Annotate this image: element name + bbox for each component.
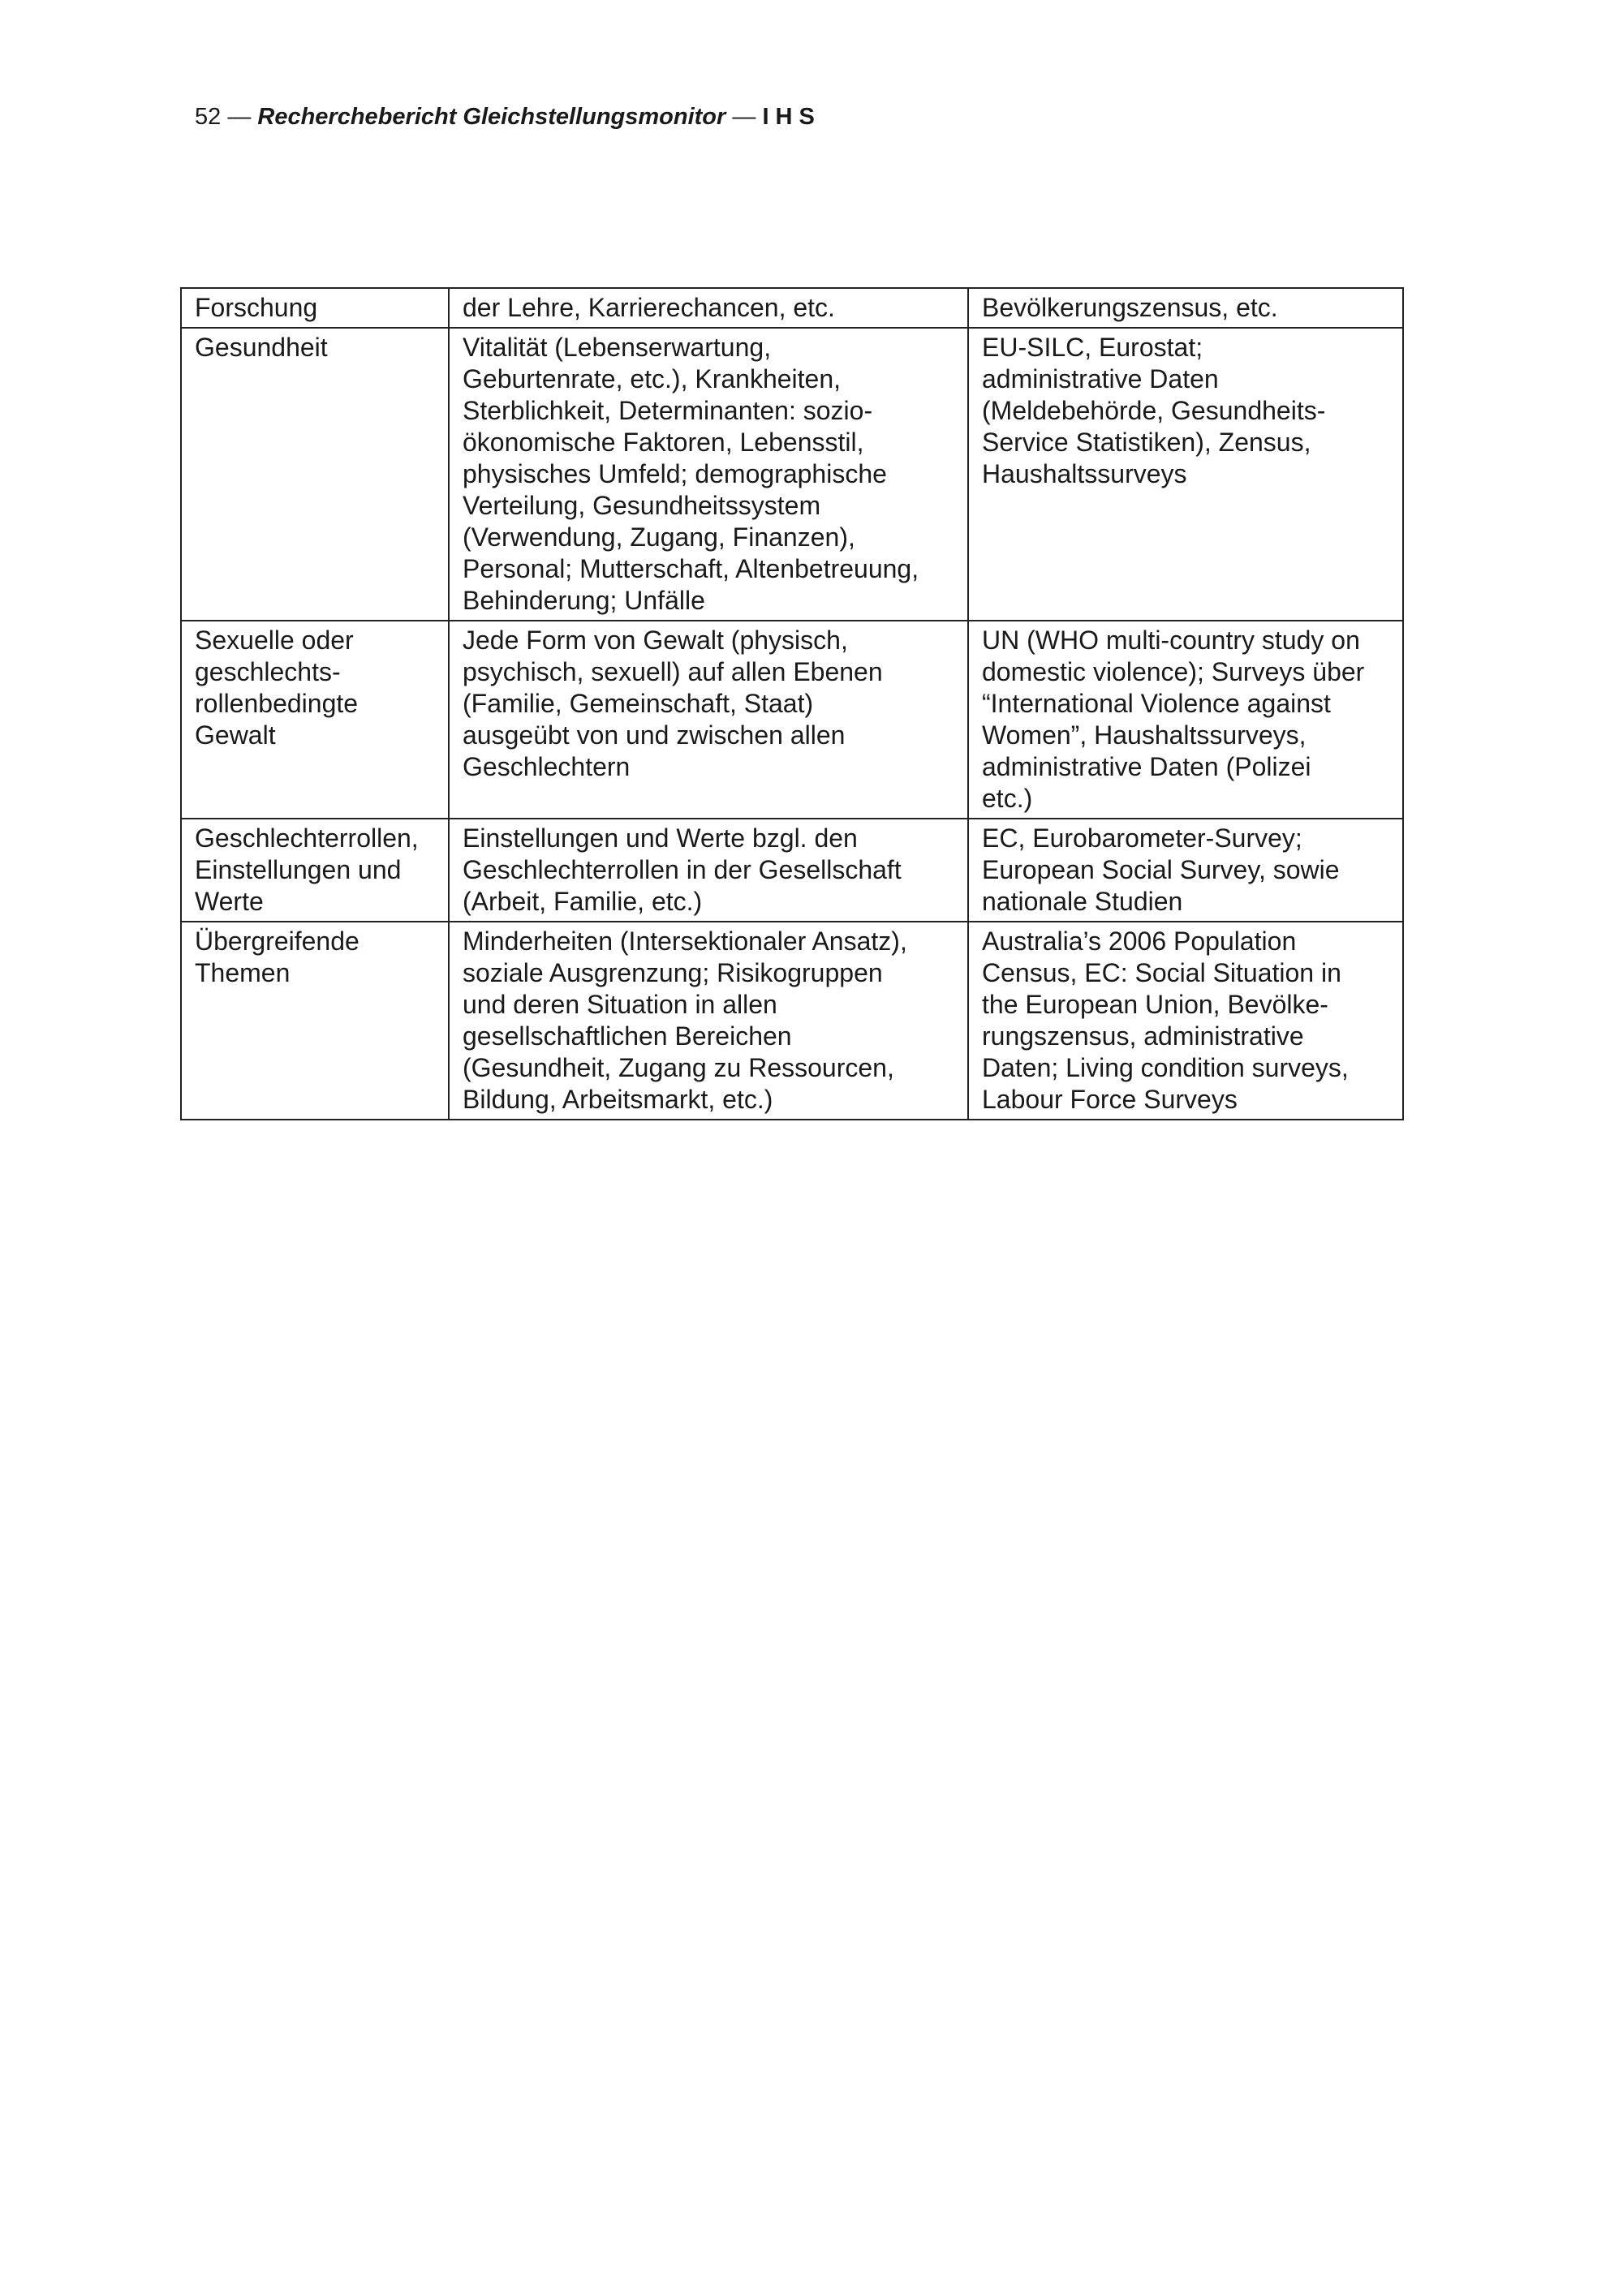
cell-line: Geschlechterrollen,	[195, 823, 419, 853]
topic-cell	[181, 328, 449, 621]
cell-line: Census, EC: Social Situation in	[982, 958, 1341, 987]
cell-line: (Familie, Gemeinschaft, Staat)	[463, 689, 814, 718]
content-cell	[449, 328, 968, 621]
organization-name: I H S	[762, 104, 815, 130]
sources-cell	[968, 922, 1403, 1120]
cell-line: Einstellungen und Werte bzgl. den	[463, 823, 858, 853]
sources-cell	[968, 621, 1403, 819]
header-separator: —	[725, 104, 763, 130]
cell-line: Minderheiten (Intersektionaler Ansatz),	[463, 927, 907, 956]
cell-line: ausgeübt von und zwischen allen	[463, 720, 846, 750]
running-header	[195, 101, 815, 133]
page-number: 52	[195, 104, 222, 130]
cell-line: Forschung	[195, 293, 318, 322]
cell-line: administrative Daten	[982, 364, 1219, 393]
cell-line: Daten; Living condition surveys,	[982, 1053, 1349, 1082]
cell-line: Einstellungen und	[195, 855, 402, 884]
cell-line: UN (WHO multi-country study on	[982, 626, 1360, 655]
cell-line: nationale Studien	[982, 887, 1183, 916]
cell-line: Sterblichkeit, Determinanten: sozio-	[463, 396, 873, 425]
cell-line: Behinderung; Unfälle	[463, 586, 705, 615]
cell-line: psychisch, sexuell) auf allen Ebenen	[463, 657, 883, 686]
cell-line: Australia’s 2006 Population	[982, 927, 1297, 956]
cell-line: Sexuelle oder	[195, 626, 354, 655]
topic-cell	[181, 922, 449, 1120]
cell-line: physisches Umfeld; demographische	[463, 459, 887, 488]
cell-line: Haushaltssurveys	[982, 459, 1187, 488]
cell-line: EC, Eurobarometer-Survey;	[982, 823, 1302, 853]
cell-line: Geschlechterrollen in der Gesellschaft	[463, 855, 902, 884]
table-row	[181, 922, 1403, 1120]
header-separator: —	[221, 104, 258, 130]
cell-line: rungszensus, administrative	[982, 1021, 1304, 1051]
cell-line: European Social Survey, sowie	[982, 855, 1340, 884]
cell-line: etc.)	[982, 784, 1033, 813]
cell-line: (Gesundheit, Zugang zu Ressourcen,	[463, 1053, 894, 1082]
cell-line: gesellschaftlichen Bereichen	[463, 1021, 792, 1051]
cell-line: Bildung, Arbeitsmarkt, etc.)	[463, 1085, 773, 1114]
content-cell	[449, 922, 968, 1120]
sources-cell	[968, 288, 1403, 328]
cell-line: der Lehre, Karrierechancen, etc.	[463, 293, 835, 322]
cell-line: (Arbeit, Familie, etc.)	[463, 887, 703, 916]
cell-line: Labour Force Surveys	[982, 1085, 1238, 1114]
cell-line: Vitalität (Lebenserwartung,	[463, 333, 772, 362]
table-body	[181, 288, 1403, 1120]
cell-line: Gewalt	[195, 720, 276, 750]
sources-cell	[968, 819, 1403, 922]
cell-line: rollenbedingte	[195, 689, 359, 718]
cell-line: (Verwendung, Zugang, Finanzen),	[463, 522, 855, 552]
cell-line: (Meldebehörde, Gesundheits-	[982, 396, 1326, 425]
topic-cell	[181, 288, 449, 328]
cell-line: “International Violence against	[982, 689, 1331, 718]
table-row	[181, 328, 1403, 621]
cell-line: Geburtenrate, etc.), Krankheiten,	[463, 364, 842, 393]
table-row	[181, 621, 1403, 819]
cell-line: Gesundheit	[195, 333, 328, 362]
content-cell	[449, 621, 968, 819]
table-row	[181, 288, 1403, 328]
indicator-table	[180, 287, 1404, 1120]
cell-line: Jede Form von Gewalt (physisch,	[463, 626, 848, 655]
cell-line: EU-SILC, Eurostat;	[982, 333, 1203, 362]
cell-line: Übergreifende	[195, 927, 359, 956]
cell-line: ökonomische Faktoren, Lebensstil,	[463, 428, 864, 457]
topic-cell	[181, 819, 449, 922]
cell-line: the European Union, Bevölke-	[982, 990, 1328, 1019]
cell-line: und deren Situation in allen	[463, 990, 777, 1019]
sources-cell	[968, 328, 1403, 621]
cell-line: Verteilung, Gesundheitssystem	[463, 491, 821, 520]
content-cell	[449, 819, 968, 922]
cell-line: Personal; Mutterschaft, Altenbetreuung,	[463, 554, 919, 583]
topic-cell	[181, 621, 449, 819]
cell-line: Women”, Haushaltssurveys,	[982, 720, 1307, 750]
cell-line: Werte	[195, 887, 264, 916]
cell-line: soziale Ausgrenzung; Risikogruppen	[463, 958, 883, 987]
cell-line: geschlechts-	[195, 657, 341, 686]
cell-line: domestic violence); Surveys über	[982, 657, 1365, 686]
cell-line: Bevölkerungszensus, etc.	[982, 293, 1278, 322]
content-cell	[449, 288, 968, 328]
cell-line: Geschlechtern	[463, 752, 631, 781]
cell-line: administrative Daten (Polizei	[982, 752, 1311, 781]
document-title: Recherchebericht Gleichstellungsmonitor	[257, 104, 726, 130]
table-row	[181, 819, 1403, 922]
cell-line: Service Statistiken), Zensus,	[982, 428, 1311, 457]
cell-line: Themen	[195, 958, 291, 987]
